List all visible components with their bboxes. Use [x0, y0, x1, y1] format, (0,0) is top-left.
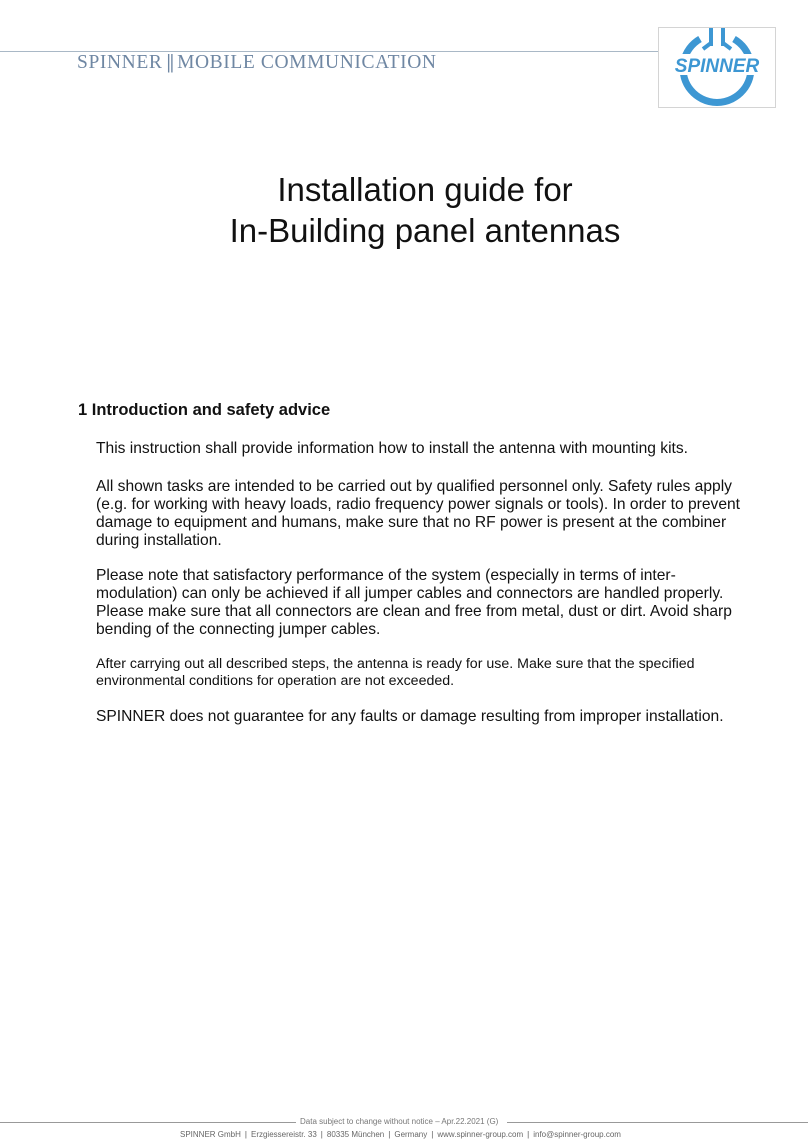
footer-contact — [180, 1130, 621, 1139]
paragraph-line: damage to equipment and humans, make sure that no RF power is present at the combiner — [96, 514, 727, 531]
paragraph-performance — [96, 567, 746, 639]
document-title-line-2: In-Building panel antennas — [229, 212, 621, 249]
footer-email-link[interactable]: info@spinner-group.com — [533, 1130, 621, 1139]
brand-separator: || — [166, 52, 174, 73]
footer-rule-right — [507, 1122, 808, 1123]
footer-street: Erzgiessereistr. 33 — [250, 1130, 317, 1139]
footer-separator: | — [527, 1130, 530, 1139]
paragraph-line: bending of the connecting jumper cables. — [96, 621, 381, 638]
footer-country: Germany — [394, 1130, 428, 1139]
spinner-logo-icon — [659, 28, 775, 107]
paragraph-line: All shown tasks are intended to be carried out by qualified personnel only. Safety rules apply — [96, 478, 732, 495]
paragraph-line: This instruction shall provide information how to install the antenna with mounting kits. — [96, 440, 688, 457]
paragraph-line: Please note that satisfactory performance of the system (especially in terms of inter- — [96, 567, 676, 584]
footer-notice-row — [0, 1117, 808, 1129]
paragraph-line: during installation. — [96, 532, 222, 549]
footer-separator: | — [431, 1130, 434, 1139]
section-heading: 1 Introduction and safety advice — [78, 401, 331, 419]
footer-notice: Data subject to change without notice – Apr.22.2021 (G) — [300, 1117, 499, 1126]
brand-division: MOBILE COMMUNICATION — [177, 52, 437, 73]
paragraph-line: After carrying out all described steps, the antenna is ready for use. Make sure that the specified — [96, 656, 695, 672]
paragraph-line: SPINNER does not guarantee for any faults or damage resulting from improper installation. — [96, 708, 724, 725]
paragraph-ready — [96, 656, 746, 690]
footer-company: SPINNER GmbH — [180, 1130, 241, 1139]
footer-separator: | — [244, 1130, 247, 1139]
footer-website-link[interactable]: www.spinner-group.com — [437, 1130, 524, 1139]
footer-separator: | — [320, 1130, 323, 1139]
paragraph-line: Please make sure that all connectors are clean and free from metal, dust or dirt. Avoid sharp — [96, 603, 732, 620]
brand-name: SPINNER — [77, 52, 163, 73]
company-logo — [658, 27, 776, 108]
footer-separator: | — [388, 1130, 391, 1139]
paragraph-line: modulation) can only be achieved if all jumper cables and connectors are handled properly. — [96, 585, 724, 602]
document-title — [0, 169, 808, 251]
paragraph-line: (e.g. for working with heavy loads, radio frequency power signals or tools). In order to prevent — [96, 496, 740, 513]
paragraph-disclaimer — [96, 708, 746, 726]
paragraph-intro — [96, 440, 746, 458]
paragraph-safety — [96, 478, 746, 550]
paragraph-line: environmental conditions for operation are not exceeded. — [96, 673, 455, 689]
document-title-line-1: Installation guide for — [277, 171, 573, 208]
footer-rule-left — [0, 1122, 296, 1123]
brand-header — [77, 52, 437, 74]
logo-wordmark: SPINNER — [674, 56, 760, 77]
footer-city: 80335 München — [326, 1130, 385, 1139]
